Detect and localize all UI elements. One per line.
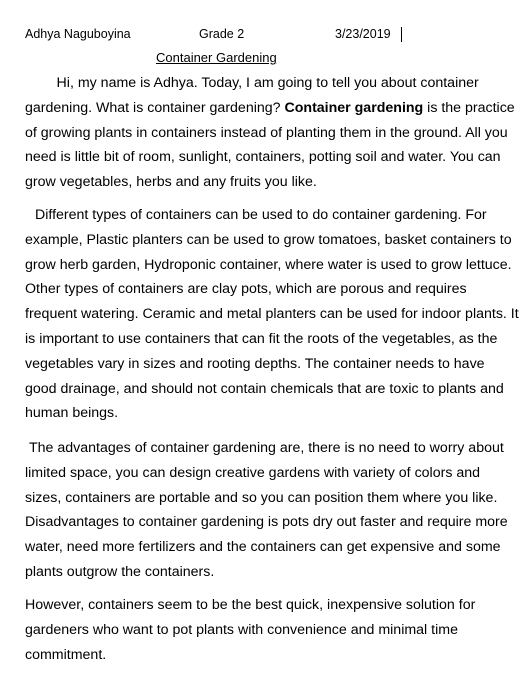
text-cursor [401,27,402,42]
paragraph-intro [25,71,519,195]
grade-label: Grade 2 [199,27,245,41]
paragraph-intro-text-a: Hi, my name is Adhya. Today, I am going to tell you about container gardening. What is container gardening? [25,75,479,116]
bold-term: Container gardening [284,99,424,116]
paragraph-advantages: The advantages of container gardening are, there is no need to worry about limited space, you can design creative gardens with variety of colors and sizes, containers are portable and so you can position them where you like. Disadvantages to container gardening is pots dry out faster and require more water, need more fertilizers and the containers can get expensive and some plants outgrow the containers. [25,440,508,580]
paragraph-conclusion: However, containers seem to be the best quick, inexpensive solution for gardeners who want to pot plants with convenience and minimal time commitment. [25,597,476,663]
date-label: 3/23/2019 [335,27,391,41]
paragraph-indent [25,75,57,91]
paragraph-container-types: Different types of containers can be used to do container gardening. For example, Plastic planters can be used to grow tomatoes, basket containers to grow herb garden, Hydroponic container, where water is used to grow lettuce. Other types of containers are clay pots, which are porous and requires frequent watering. Ceramic and metal planters can be used for indoor plants. It is important to use containers that can fit the roots of the vegetables, as the vegetables vary in sizes and rooting depths. The container needs to have good drainage, and should not contain chemicals that are toxic to plants and human beings. [25,207,519,422]
document-title: Container Gardening [156,50,277,65]
student-name: Adhya Naguboyina [25,27,131,41]
paragraph-intro-text-b: is the practice of growing plants in containers instead of planting them in the ground. All you need is little bit of room, sunlight, containers, potting soil and water. You can grow vegetables, herbs and any fruits you like. [25,99,515,191]
